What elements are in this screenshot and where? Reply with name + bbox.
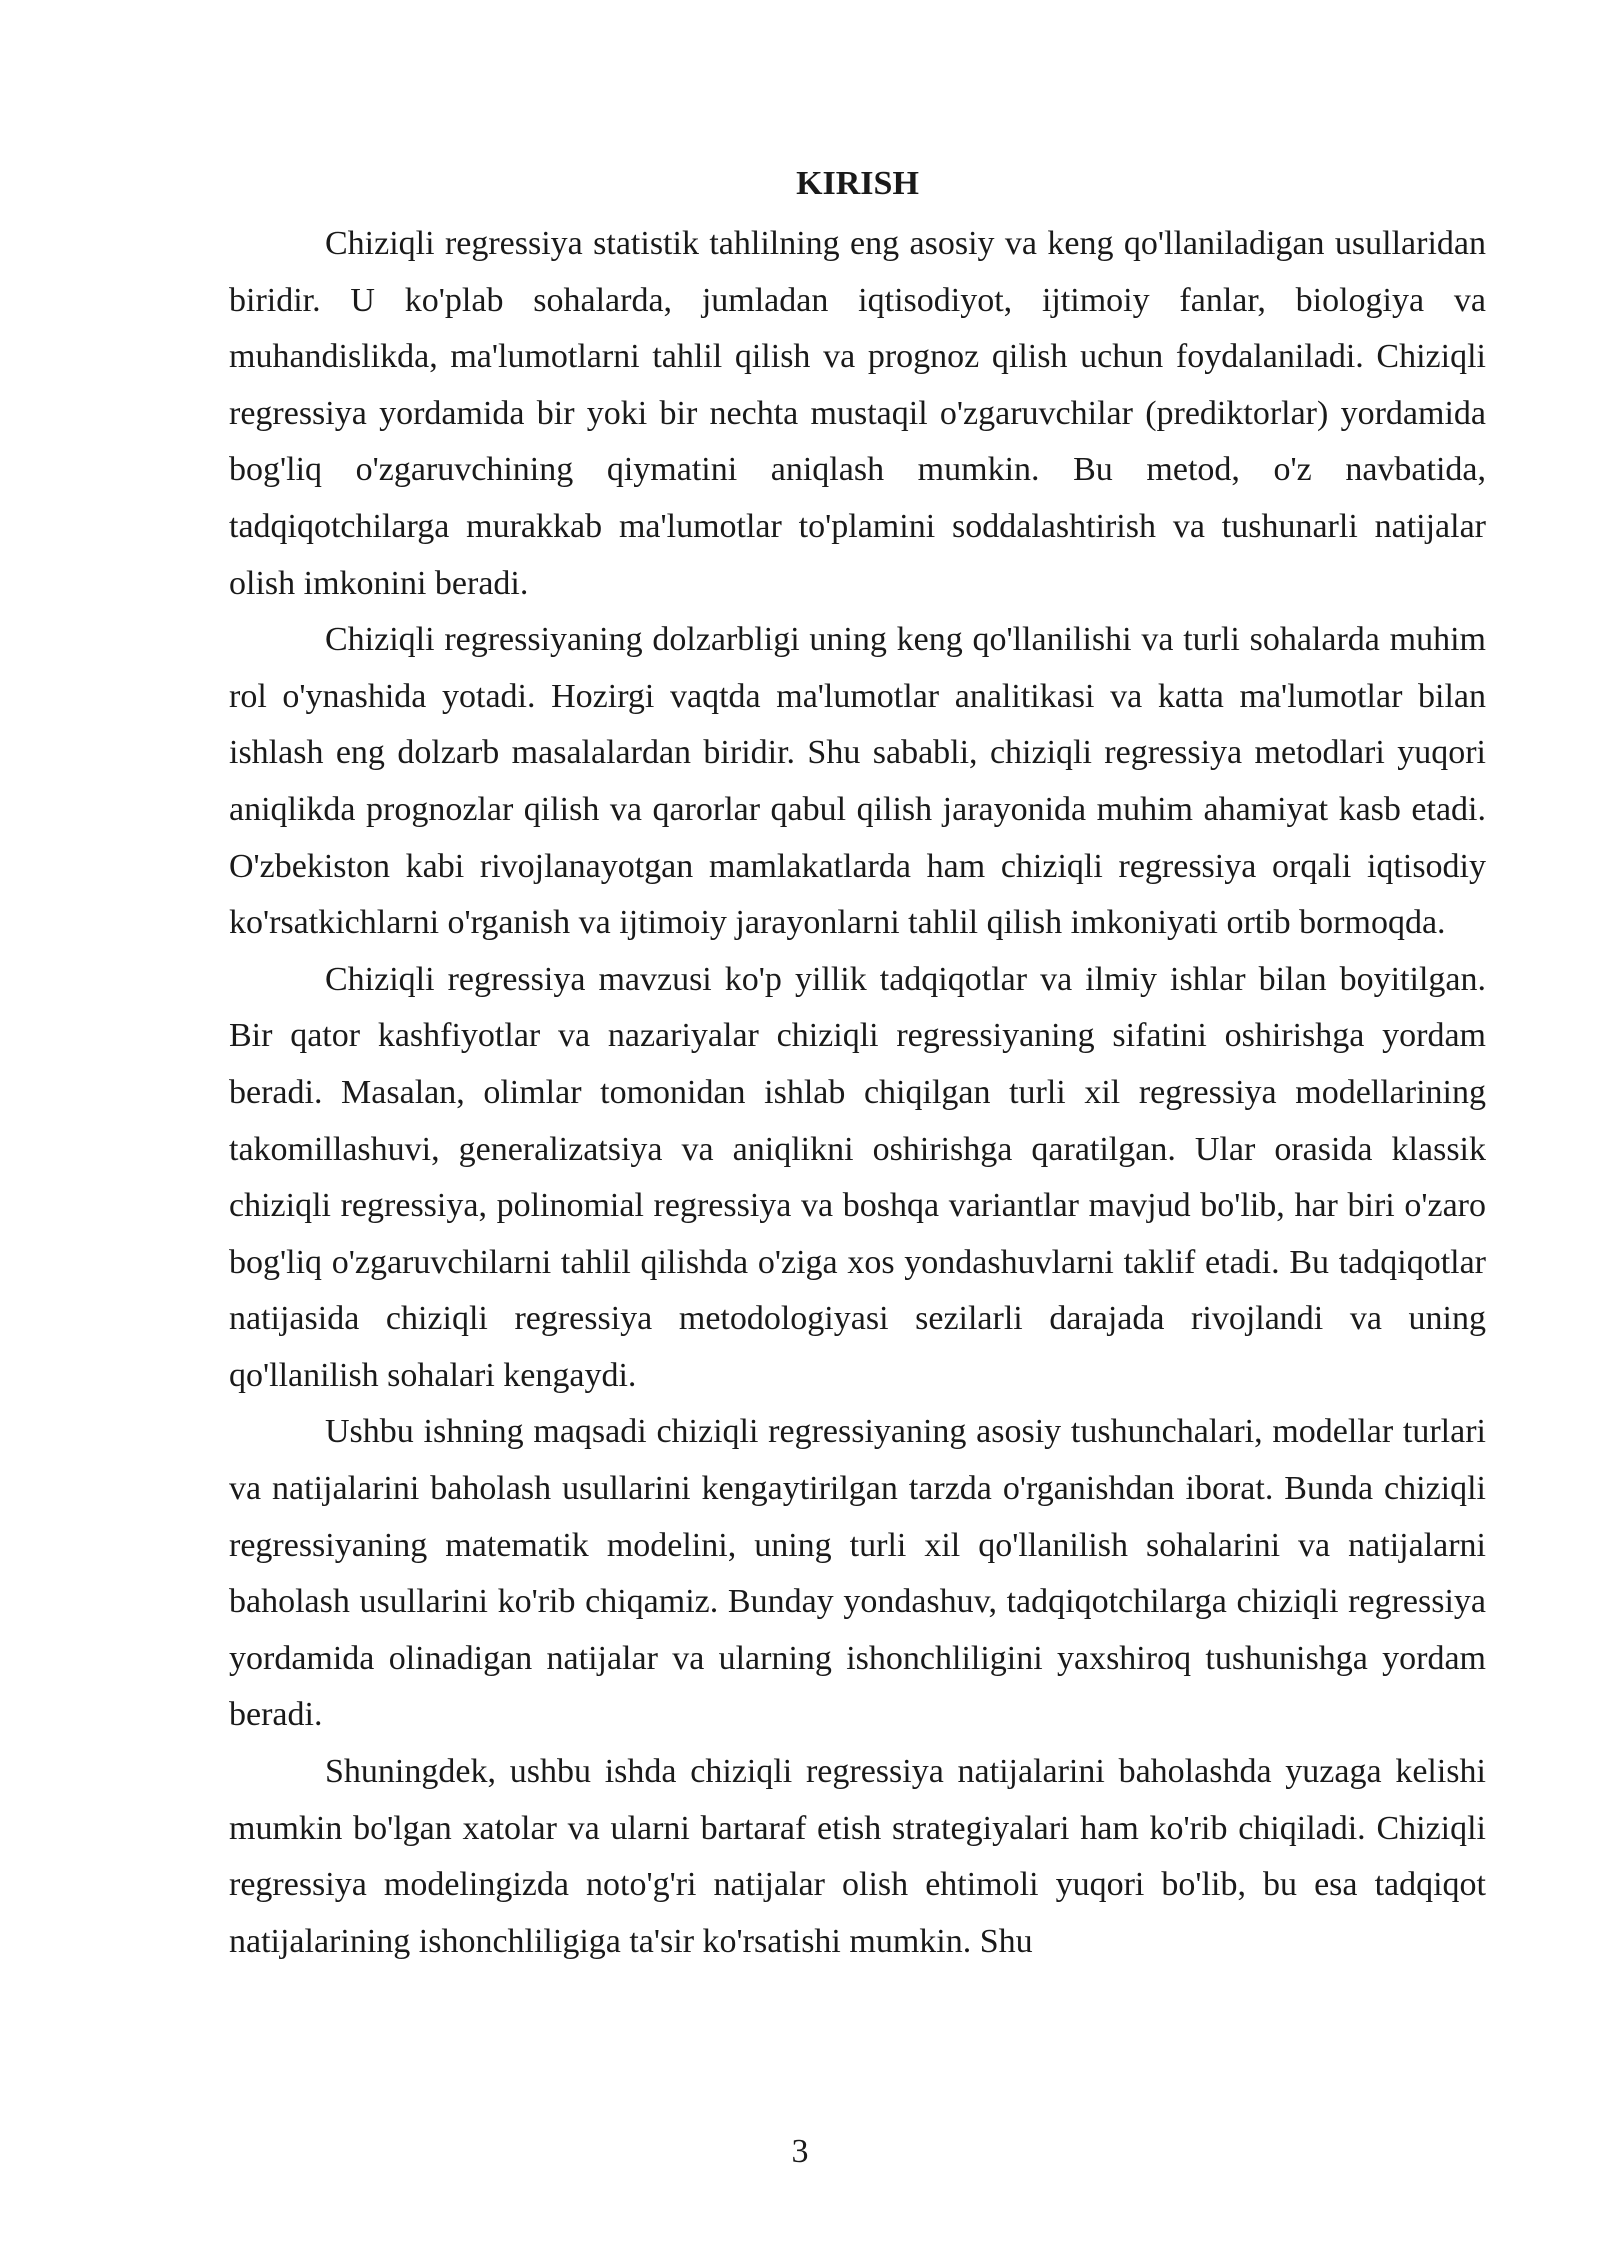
paragraph: Ushbu ishning maqsadi chiziqli regressiyaning asosiy tushunchalari, modellar turlari va natijalarini baholash usullarini kengaytirilgan tarzda o'rganishdan iborat. Bunda chiziqli regressiyaning matematik modelini, uning turli xil qo'llanilish sohalarini va natijalarni baholash usullarini ko'rib chiqamiz. Bunday yondashuv, tadqiqotchilarga chiziqli regressiya yordamida olinadigan natijalar va ularning ishonchliligini yaxshiroq tushunishga yordam beradi. [229, 1413, 1486, 1734]
paragraph: Chiziqli regressiyaning dolzarbligi uning keng qo'llanilishi va turli sohalarda muhim rol o'ynashida yotadi. Hozirgi vaqtda ma'lumotlar analitikasi va katta ma'lumotlar bilan ishlash eng dolzarb masalalardan biridir. Shu sababli, chiziqli regressiya metodlari yuqori aniqlikda prognozlar qilish va qarorlar qabul qilish jarayonida muhim ahamiyat kasb etadi. O'zbekiston kabi rivojlanayotgan mamlakatlarda ham chiziqli regressiya orqali iqtisodiy ko'rsatkichlarni o'rganish va ijtimoiy jarayonlarni tahlil qilish imkoniyati ortib bormoqda. [229, 621, 1486, 942]
section-heading: KIRISH [796, 165, 919, 202]
page-number: 3 [791, 2133, 809, 2170]
paragraph: Shuningdek, ushbu ishda chiziqli regressiya natijalarini baholashda yuzaga kelishi mumkin bo'lgan xatolar va ularni bartaraf etish strategiyalari ham ko'rib chiqiladi. Chiziqli regressiya modelingizda noto'g'ri natijalar olish ehtimoli yuqori bo'lib, bu esa tadqiqot natijalarining ishonchliligiga ta'sir ko'rsatishi mumkin. Shu [229, 1753, 1486, 1960]
paragraph: Chiziqli regressiya mavzusi ko'p yillik tadqiqotlar va ilmiy ishlar bilan boyitilgan. Bir qator kashfiyotlar va nazariyalar chiziqli regressiyaning sifatini oshirishga yordam beradi. Masalan, olimlar tomonidan ishlab chiqilgan turli xil regressiya modellarining takomillashuvi, generalizatsiya va aniqlikni oshirishga qaratilgan. Ular orasida klassik chiziqli regressiya, polinomial regressiya va boshqa variantlar mavjud bo'lib, har biri o'zaro bog'liq o'zgaruvchilarni tahlil qilishda o'ziga xos yondashuvlarni taklif etadi. Bu tadqiqotlar natijasida chiziqli regressiya metodologiyasi sezilarli darajada rivojlandi va uning qo'llanilish sohalari kengaydi. [229, 960, 1486, 1394]
document-page [229, 160, 1486, 1970]
paragraph: Chiziqli regressiya statistik tahlilning eng asosiy va keng qo'llaniladigan usullaridan biridir. U ko'plab sohalarda, jumladan iqtisodiyot, ijtimoiy fanlar, biologiya va muhandislikda, ma'lumotlarni tahlil qilish va prognoz qilish uchun foydalaniladi. Chiziqli regressiya yordamida bir yoki bir nechta mustaqil o'zgaruvchilar (prediktorlar) yordamida bog'liq o'zgaruvchining qiymatini aniqlash mumkin. Bu metod, o'z navbatida, tadqiqotchilarga murakkab ma'lumotlar to'plamini soddalashtirish va tushunarli natijalar olish imkonini beradi. [229, 225, 1486, 602]
